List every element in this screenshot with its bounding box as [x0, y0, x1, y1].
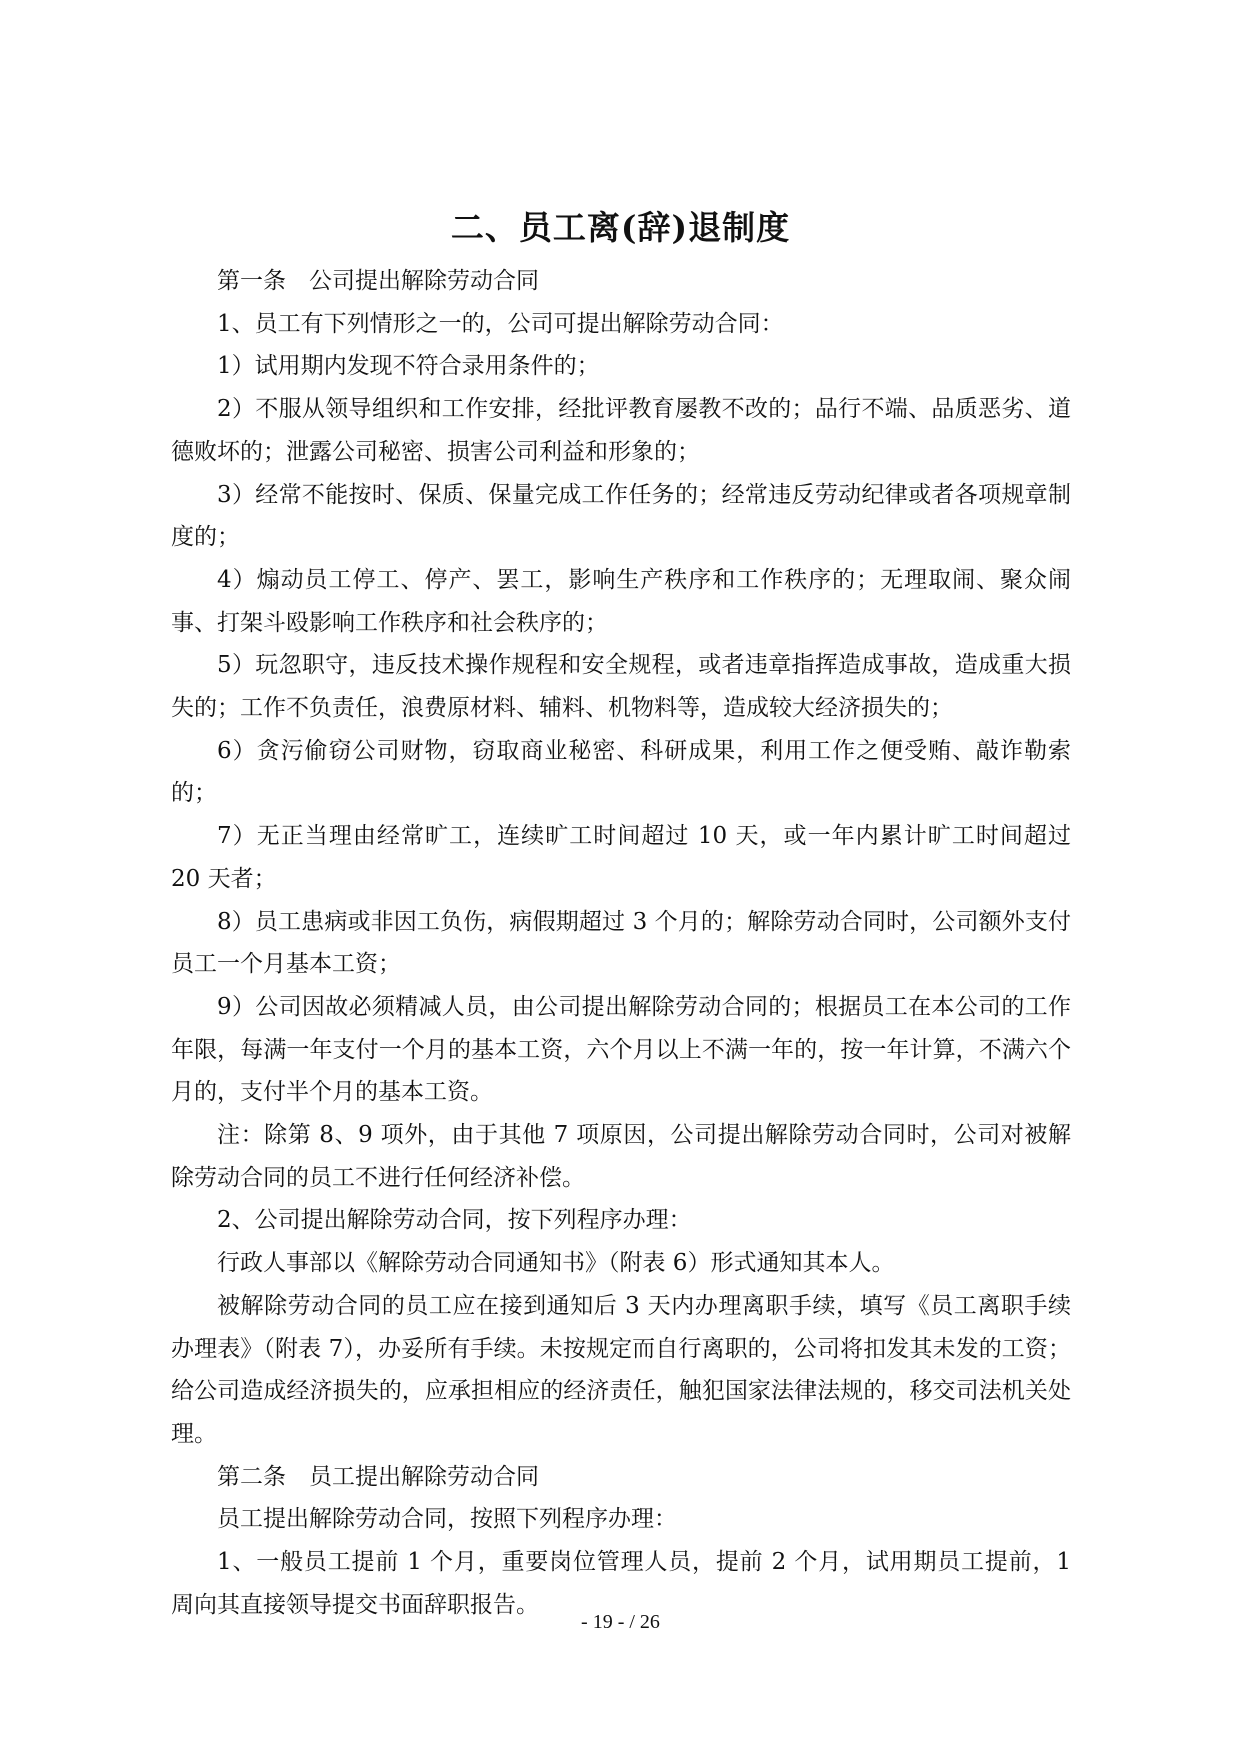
paragraph-clause-1-intro: 1、员工有下列情形之一的，公司可提出解除劳动合同： — [217, 310, 784, 337]
paragraph-item-6: 6）贪污偷窃公司财物，窃取商业秘密、科研成果，利用工作之便受贿、敲诈勒索的； — [171, 737, 1071, 807]
paragraph-resignation-procedure: 被解除劳动合同的员工应在接到通知后 3 天内办理离职手续，填写《员工离职手续办理表》（附表 7），办妥所有手续。未按规定而自行离职的，公司将扣发其未发的工资；给公司造成经济损失的，应承担相应的经济责任，触犯国家法律法规的，移交司法机关处理。 — [171, 1292, 1071, 1447]
paragraph-item-5: 5）玩忽职守，违反技术操作规程和安全规程，或者违章指挥造成事故，造成重大损失的；工作不负责任，浪费原材料、辅料、机物料等，造成较大经济损失的； — [171, 652, 1071, 722]
paragraph-item-7: 7）无正当理由经常旷工，连续旷工时间超过 10 天，或一年内累计旷工时间超过 20 天者； — [171, 823, 1071, 892]
paragraph-item-2: 2）不服从领导组织和工作安排，经批评教育屡教不改的；品行不端、品质恶劣、道德败坏的；泄露公司秘密、损害公司利益和形象的； — [171, 396, 1071, 465]
page-number: - 19 - / 26 — [581, 1611, 660, 1633]
paragraph-item-1: 1）试用期内发现不符合录用条件的； — [217, 353, 600, 380]
paragraph-item-4: 4）煽动员工停工、停产、罢工，影响生产秩序和工作秩序的；无理取闹、聚众闹事、打架斗殴影响工作秩序和社会秩序的； — [171, 566, 1071, 636]
paragraph-item-8: 8）员工患病或非因工负伤，病假期超过 3 个月的；解除劳动合同时，公司额外支付员工一个月基本工资； — [171, 908, 1071, 978]
paragraph-article-2-item-1: 1、一般员工提前 1 个月，重要岗位管理人员，提前 2 个月，试用期员工提前，1 周向其直接领导提交书面辞职报告。 — [171, 1549, 1071, 1618]
document-body — [171, 260, 1071, 1627]
page-title: 二、员工离(辞)退制度 — [450, 208, 791, 247]
paragraph-note: 注：除第 8、9 项外，由于其他 7 项原因，公司提出解除劳动合同时，公司对被解除劳动合同的员工不进行任何经济补偿。 — [171, 1122, 1071, 1191]
paragraph-article-2-intro: 员工提出解除劳动合同，按照下列程序办理： — [217, 1506, 677, 1533]
paragraph-notice-procedure: 行政人事部以《解除劳动合同通知书》（附表 6）形式通知其本人。 — [217, 1250, 895, 1277]
paragraph-item-9: 9）公司因故必须精减人员，由公司提出解除劳动合同的；根据员工在本公司的工作年限，每满一年支付一个月的基本工资，六个月以上不满一年的，按一年计算，不满六个月的，支付半个月的基本工资。 — [171, 993, 1071, 1106]
paragraph-item-3: 3）经常不能按时、保质、保量完成工作任务的；经常违反劳动纪律或者各项规章制度的； — [171, 481, 1071, 551]
paragraph-article-1-heading: 第一条 公司提出解除劳动合同 — [217, 268, 539, 294]
paragraph-article-2-heading: 第二条 员工提出解除劳动合同 — [217, 1463, 539, 1490]
paragraph-clause-2-intro: 2、公司提出解除劳动合同，按下列程序办理： — [217, 1207, 692, 1234]
